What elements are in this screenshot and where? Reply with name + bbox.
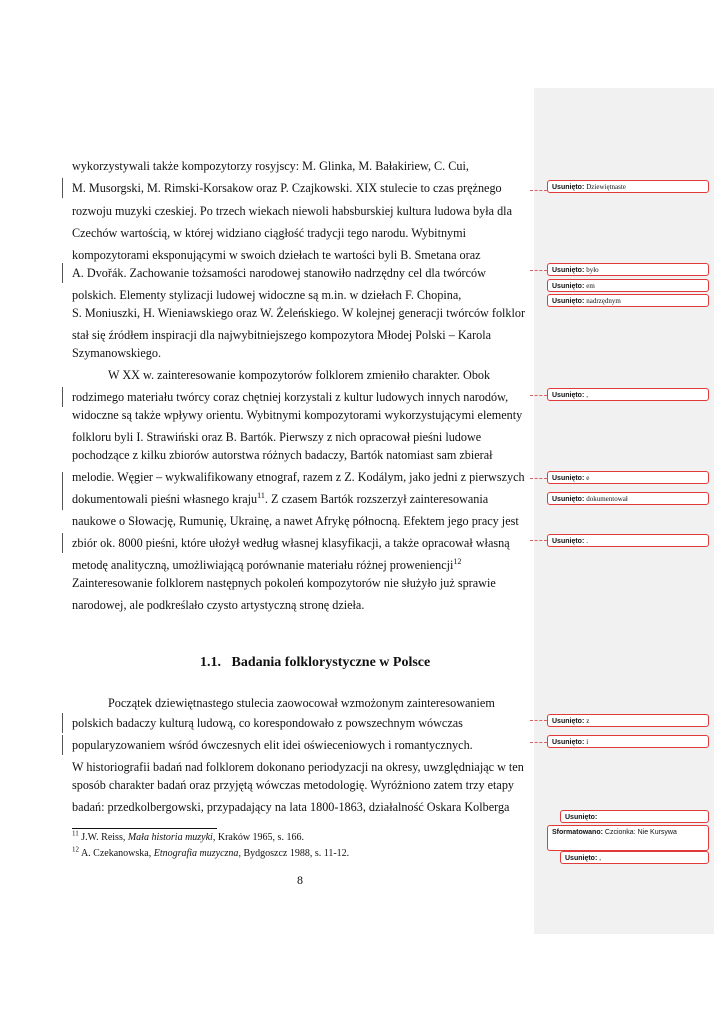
footnote-author: A. Czekanowska,: [80, 848, 154, 859]
line-text: zbiór ok. 8000 pieśni, które ułożył według własnej klasyfikacji, a także opracował własną: [72, 536, 510, 550]
balloon-label: Sformatowano:: [552, 829, 603, 836]
comment-balloon[interactable]: [560, 851, 709, 864]
balloon-text: ,: [599, 854, 601, 862]
change-bar: [62, 533, 63, 553]
balloon-label: Usunięto:: [565, 814, 598, 821]
line-text: dokumentowali pieśni własnego kraju: [72, 492, 258, 506]
line-text: polskich badaczy kulturą ludową, co korespondowało z powszechnym wówczas: [72, 716, 463, 730]
comment-balloon[interactable]: [547, 714, 709, 727]
balloon-text: em: [586, 282, 595, 290]
line-text: kompozytorami eksponującymi w swoich dziełach te wartości byli B. Smetana oraz: [72, 248, 481, 262]
line-text: A. Dvořák. Zachowanie tożsamości narodowej stanowiło nadrzędny cel dla twórców: [72, 266, 486, 280]
comment-balloon[interactable]: [547, 180, 709, 193]
comment-balloon[interactable]: [560, 810, 709, 823]
body-line: [72, 306, 528, 320]
balloon-label: Usunięto:: [552, 392, 585, 399]
line-text: pochodzące z kilku zbiorów autorstwa różnych badaczy, Bartók natomiast sam zbierał: [72, 448, 493, 462]
body-line: [72, 181, 528, 195]
comment-connector: [530, 270, 547, 272]
footnote-separator: [72, 828, 217, 829]
body-line: [72, 598, 528, 612]
body-line: [72, 408, 528, 422]
line-text: naukowe o Słowację, Rumunię, Ukrainę, a nawet Afrykę północną. Efektem jego pracy jest: [72, 514, 519, 528]
change-bar: [62, 387, 63, 407]
footnote-number: 11: [72, 829, 79, 838]
comment-balloon[interactable]: [547, 825, 709, 851]
footnote: [72, 845, 350, 860]
footnote-number: 12: [72, 845, 79, 854]
body-line: [72, 470, 528, 484]
body-line: [72, 266, 528, 280]
body-line: [72, 248, 528, 262]
footnote-rest: , Bydgoszcz 1988, s. 11-12.: [238, 848, 350, 859]
balloon-label: Usunięto:: [565, 855, 598, 862]
section-line: [72, 800, 528, 814]
comment-balloon[interactable]: [547, 492, 709, 505]
balloon-text: Dziewiętnaste: [586, 183, 626, 191]
footnote-ref[interactable]: 12: [453, 556, 462, 566]
comment-connector: [530, 395, 547, 397]
comment-balloon[interactable]: [547, 534, 709, 547]
body-line: [72, 576, 528, 590]
balloon-label: Usunięto:: [552, 496, 585, 503]
balloon-label: Usunięto:: [552, 538, 585, 545]
body-line: [72, 390, 528, 404]
balloon-label: Usunięto:: [552, 739, 585, 746]
section-heading: [200, 655, 430, 671]
line-text: badań: przedkolbergowski, przypadający na lata 1800-1863, działalność Oskara Kolberga: [72, 800, 510, 814]
balloon-text: i: [586, 738, 589, 746]
balloon-text: Czcionka: Nie Kursywa: [604, 829, 677, 836]
body-line: [72, 558, 528, 572]
line-text: W historiografii badań nad folklorem dokonano periodyzacji na okresy, uwzględniając w ten: [72, 760, 524, 774]
line-text: Początek dziewiętnastego stulecia zaowocował wzmożonym zainteresowaniem: [108, 696, 495, 710]
line-text: W XX w. zainteresowanie kompozytorów folklorem zmieniło charakter. Obok: [108, 368, 491, 382]
change-bar: [62, 263, 63, 283]
balloon-label: Usunięto:: [552, 283, 585, 290]
footnote: [72, 829, 304, 844]
section-title: Badania folklorystyczne w Polsce: [231, 655, 431, 670]
markup-margin: [534, 88, 714, 934]
section-line: [72, 760, 528, 774]
page-number: 8: [297, 873, 303, 887]
balloon-label: Usunięto:: [552, 267, 585, 274]
line-text: Zainteresowanie folklorem następnych pokoleń kompozytorów nie służyło już sprawie: [72, 576, 496, 590]
balloon-text: było: [586, 266, 599, 274]
line-text: popularyzowaniem wśród ówczesnych elit idei oświeceniowych i romantycznych.: [72, 738, 473, 752]
line-text: rozwoju muzyki czeskiej. Po trzech wiekach niewoli habsburskiej kultura ludowa była dla: [72, 204, 512, 218]
section-number: 1.1.: [200, 655, 221, 670]
balloon-text: ,: [586, 391, 588, 399]
line-text: melodie. Węgier – wykwalifikowany etnograf, razem z Z. Kodálym, jako jedni z pierwszych: [72, 470, 525, 484]
body-line: [72, 226, 528, 240]
balloon-text: nadrzędnym: [586, 297, 621, 305]
change-bar: [62, 713, 63, 733]
footnote-ref[interactable]: 11: [257, 490, 265, 500]
line-text: metodę analityczną, umożliwiającą porównanie materiału różnej proweniencji: [72, 558, 454, 572]
comment-balloon[interactable]: [547, 735, 709, 748]
balloon-text: .: [586, 537, 588, 545]
line-text: sposób charakter badań oraz przyjętą wówczas metodologię. Wyróżniono zatem trzy etapy: [72, 778, 515, 792]
footnote-title: Mała historia muzyki: [127, 832, 213, 843]
footnote-author: J.W. Reiss,: [81, 832, 128, 843]
footnote-rest: , Kraków 1965, s. 166.: [212, 832, 304, 843]
line-text: Czechów wartością, w której widziano ciągłość tradycji tego narodu. Wybitnymi: [72, 226, 467, 240]
body-line: [72, 430, 528, 444]
line-text: folkloru byli I. Strawiński oraz B. Bartók. Pierwszy z nich opracował pieśni ludowe: [72, 430, 482, 444]
body-line: [72, 492, 528, 506]
line-text: Szymanowskiego.: [72, 346, 162, 360]
line-text: polskich. Elementy stylizacji ludowej widoczne są m.in. w dziełach F. Chopina,: [72, 288, 462, 302]
change-bar: [62, 178, 63, 198]
balloon-label: Usunięto:: [552, 184, 585, 191]
comment-connector: [530, 742, 547, 744]
balloon-label: Usunięto:: [552, 298, 585, 305]
section-line: [108, 696, 528, 710]
line-text: rodzimego materiału twórcy coraz chętniej korzystali z kultur ludowych innych narodów,: [72, 390, 509, 404]
section-line: [72, 778, 528, 792]
line-text: widoczne są także wpływy orientu. Wybitnymi kompozytorami wykorzystującymi elementy: [72, 408, 523, 422]
body-line: [108, 368, 528, 382]
balloon-label: Usunięto:: [552, 475, 585, 482]
body-line: [72, 328, 528, 342]
footnote-title: Etnografia muzyczna: [153, 848, 239, 859]
body-line: [72, 204, 528, 218]
balloon-text: z: [586, 717, 590, 725]
change-bar: [62, 490, 63, 510]
balloon-label: Usunięto:: [552, 718, 585, 725]
body-line: [72, 159, 528, 173]
body-line: [72, 448, 528, 462]
body-line: [72, 536, 528, 550]
comment-connector: [530, 540, 547, 542]
balloon-text: e: [586, 474, 590, 482]
line-text: wykorzystywali także kompozytorzy rosyjscy: M. Glinka, M. Bałakiriew, C. Cui,: [72, 159, 469, 173]
comment-connector: [530, 720, 547, 722]
comment-balloon[interactable]: [547, 388, 709, 401]
balloon-text: dokumentował: [586, 495, 628, 503]
line-text: stał się źródłem inspiracji dla najwybitniejszego kompozytora Młodej Polski – Karola: [72, 328, 492, 342]
comment-balloon[interactable]: [547, 279, 709, 292]
line-text: M. Musorgski, M. Rimski-Korsakow oraz P. Czajkowski. XIX stulecie to czas prężnego: [72, 181, 502, 195]
line-text: narodowej, ale podkreślało czysto artystyczną stronę dzieła.: [72, 598, 365, 612]
comment-connector: [530, 478, 547, 480]
section-line: [72, 738, 528, 752]
line-text: S. Moniuszki, H. Wieniawskiego oraz W. Żeleńskiego. W kolejnej generacji twórców folklor: [72, 306, 526, 320]
body-line: [72, 288, 528, 302]
comment-balloon[interactable]: [547, 263, 709, 276]
comment-balloon[interactable]: [547, 294, 709, 307]
body-line: [72, 514, 528, 528]
comment-balloon[interactable]: [547, 471, 709, 484]
line-text: . Z czasem Bartók rozszerzył zainteresowania: [264, 492, 489, 506]
section-line: [72, 716, 528, 730]
change-bar: [62, 735, 63, 755]
body-line: [72, 346, 528, 360]
change-bar: [62, 472, 63, 492]
comment-connector: [530, 190, 547, 192]
